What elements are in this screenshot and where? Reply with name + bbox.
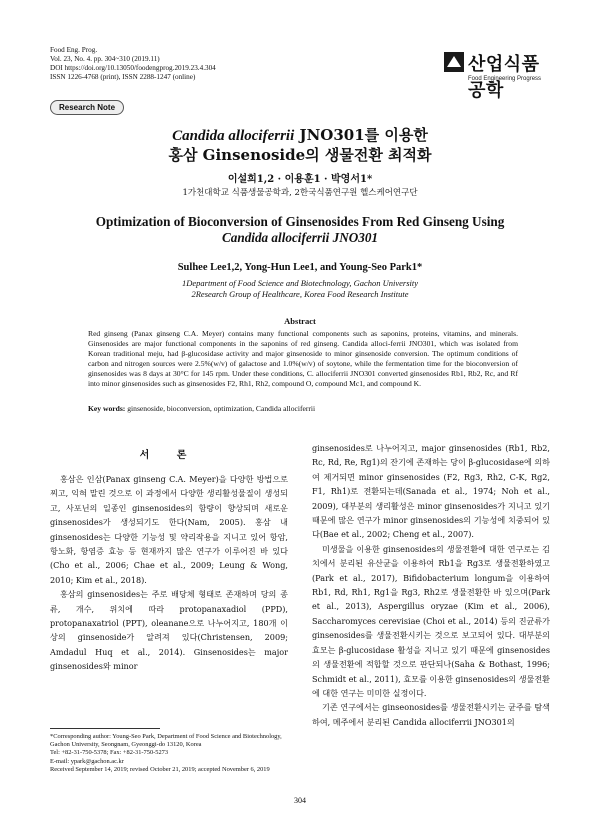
keywords-label: Key words: xyxy=(88,404,126,413)
english-authors: Sulhee Lee1,2, Yong-Hun Lee1, and Young-Seo Park1* xyxy=(177,262,423,273)
korean-title xyxy=(0,126,600,165)
korean-title-italic: Candida allociferrii xyxy=(172,128,295,144)
keywords xyxy=(88,404,518,413)
logo-icon xyxy=(443,51,465,73)
journal-info xyxy=(50,46,216,82)
english-title-line2: Candida allociferrii JNO301 xyxy=(221,230,379,245)
footnote-phone: Tel: +82-31-750-5378; Fax: +82-31-750-5273 xyxy=(50,749,169,757)
journal-logo xyxy=(440,48,554,101)
english-affiliations xyxy=(0,278,600,300)
journal-doi: DOI https://doi.org/10.13050/foodengprog.2019.23.4.304 xyxy=(50,64,216,72)
korean-authors: 이설희1,2 · 이용훈1 · 박영서1* xyxy=(227,174,373,185)
logo-subtitle: Food Engineering Progress xyxy=(468,76,542,82)
footnote xyxy=(50,733,290,774)
english-title xyxy=(0,214,600,246)
affiliation-2: 2Research Group of Healthcare, Korea Food Research Institute xyxy=(191,289,409,299)
paragraph: 기존 연구에서는 ginseonosides를 생물전환시키는 균주를 탐색하여, 메주에서 분리된 Candida allociferrii JNO301의 xyxy=(312,702,550,727)
page-number: 304 xyxy=(294,796,306,805)
paragraph: 홍삼의 ginsenosides는 주로 배당체 형태로 존재하며 당의 종류, 개수, 위치에 따라 protopanaxadiol (PPD), protopanaxatriol (PPT), oleanane으로 나누어지고, 180개 이상의 ginsenoside가 알려져 있다(Christensen, 2009; Amdadul Huq et al., 2014). Ginsenosides는 major ginsenosides와 minor xyxy=(50,589,288,672)
footnote-email: E-mail: ypark@gachon.ac.kr xyxy=(50,757,124,765)
abstract-text: Red ginseng (Panax ginseng C.A. Meyer) contains many functional components such as saponins, proteins, vitamins, and minerals. Ginsenosides are major functional components in the saponins of red ginseng. Candida alloci-ferrii JNO301, which was isolated from Korean traditional meju, had β-glucosidase activity and major ginsenoside to minor ginsenoside conversion. The optimum conditions of carbon and nitrogen sources were 2.5%(w/v) of galactose and 1.0%(w/v) of soytone, while the fermentation time for the bioconversion of ginsenosides was 8 days at 30°C for 145 rpm. Under these conditions, C. allociferrii JNO301 converted ginsenosides Rb1, Rb2, Rc, and Rf into minor ginsenosides such as ginsenosides F2, Rh1, Rh2, compound O, compound Mc1, and compound K. xyxy=(88,329,518,388)
journal-volume: Vol. 23, No. 4. pp. 304~310 (2019.11) xyxy=(50,55,160,63)
korean-title-line2: 홍삼 Ginsenoside의 생물전환 최적화 xyxy=(168,146,432,164)
korean-title-rest: JNO301를 이용한 xyxy=(294,126,428,144)
footnote-divider xyxy=(50,728,160,729)
journal-issn: ISSN 1226-4768 (print), ISSN 2288-1247 (online) xyxy=(50,73,196,81)
paragraph: 미생물을 이용한 ginsenosides의 생물전환에 대한 연구로는 김치에서 분리된 유산균을 이용하여 Rb1을 Rg3로 생물전환하였고(Park et al., 2017), Bifidobacterium longum을 이용하여 Rb1, Rd, Rh1, Rg1을 Rg3, Rh2로 생물전환한 바 있으며(Park et al., 2013), Aspergillus oryzae (Kim et al., 2006), Saccharomyces cerevisiae (Choi et al., 2014) 등의 진균류가 ginsenosides를 생물전환시키는 것으로 보고되어 있다. 대부분의 효모는 β-glucosidase 활성을 지니고 있기 때문에 ginsenosides의 생물전환에 적합할 것으로 판단되나(Saha & Bothast, 1996; Schmidt et al., 2011), 효모를 이용한 ginsenosides의 생물전환에 대한 연구는 미미한 실정이다. xyxy=(312,543,550,698)
section-heading-introduction: 서 론 xyxy=(139,450,199,461)
footnote-dates: Received September 14, 2019; revised October 21, 2019; accepted November 6, 2019 xyxy=(50,765,270,773)
keywords-list: ginsenoside, bioconversion, optimization, Candida allociferrii xyxy=(125,404,316,413)
journal-name: Food Eng. Prog. xyxy=(50,46,98,54)
korean-affiliations: 1가천대학교 식품생물공학과, 2한국식품연구원 헬스케어연구단 xyxy=(182,188,418,198)
article-type-badge: Research Note xyxy=(50,100,124,115)
right-column xyxy=(312,441,550,729)
english-title-line1: Optimization of Bioconversion of Ginsenosides From Red Ginseng Using xyxy=(95,214,505,229)
abstract-heading: Abstract xyxy=(284,316,316,326)
left-column xyxy=(50,472,288,674)
logo-name: 산업식품공학 xyxy=(468,54,540,101)
paragraph: 홍삼은 인삼(Panax ginseng C.A. Meyer)을 다양한 방법으로 찌고, 익혀 말린 것으로 이 과정에서 다양한 생리활성물질이 생성되고, 사포닌의 일종인 ginsenosides의 함량이 향상되며 새로운 ginsenosides가 생성되기도 한다(Nam, 2005). 홍삼 내 ginsenosides는 다양한 기능성 및 약리작용을 지니고 있어 항암, 항노화, 항염증 효능 등 현재까지 많은 연구가 이루어진 바 있다(Cho et al., 2006; Chae et al., 2009; Leung & Wong, 2010; Kim et al., 2018). xyxy=(50,474,288,585)
footnote-author: *Corresponding author: Young-Seo Park, Department of Food Science and Biotechnology, Gachon University, Seongnam, Gyeonggi-do 13120, Korea xyxy=(50,733,282,749)
affiliation-1: 1Department of Food Science and Biotechnology, Gachon University xyxy=(181,278,419,288)
paragraph: ginsenosides로 나누어지고, major ginsenosides (Rb1, Rb2, Rc, Rd, Re, Rg1)의 잔기에 존재하는 당이 β-glucosidase에 의하여 제거되면 minor ginsenosides (F2, Rg3, Rh2, C-K, Rg2, F1, Rh1)로 전환되는데(Sanada et al., 1974; Noh et al., 2009), 대부분의 생리활성은 minor ginsenosides가 지니고 있기 때문에 많은 연구가 minor ginsenosides의 기능성에 치중되어 있다(Bae et al., 2002; Cheng et al., 2007). xyxy=(312,443,550,540)
